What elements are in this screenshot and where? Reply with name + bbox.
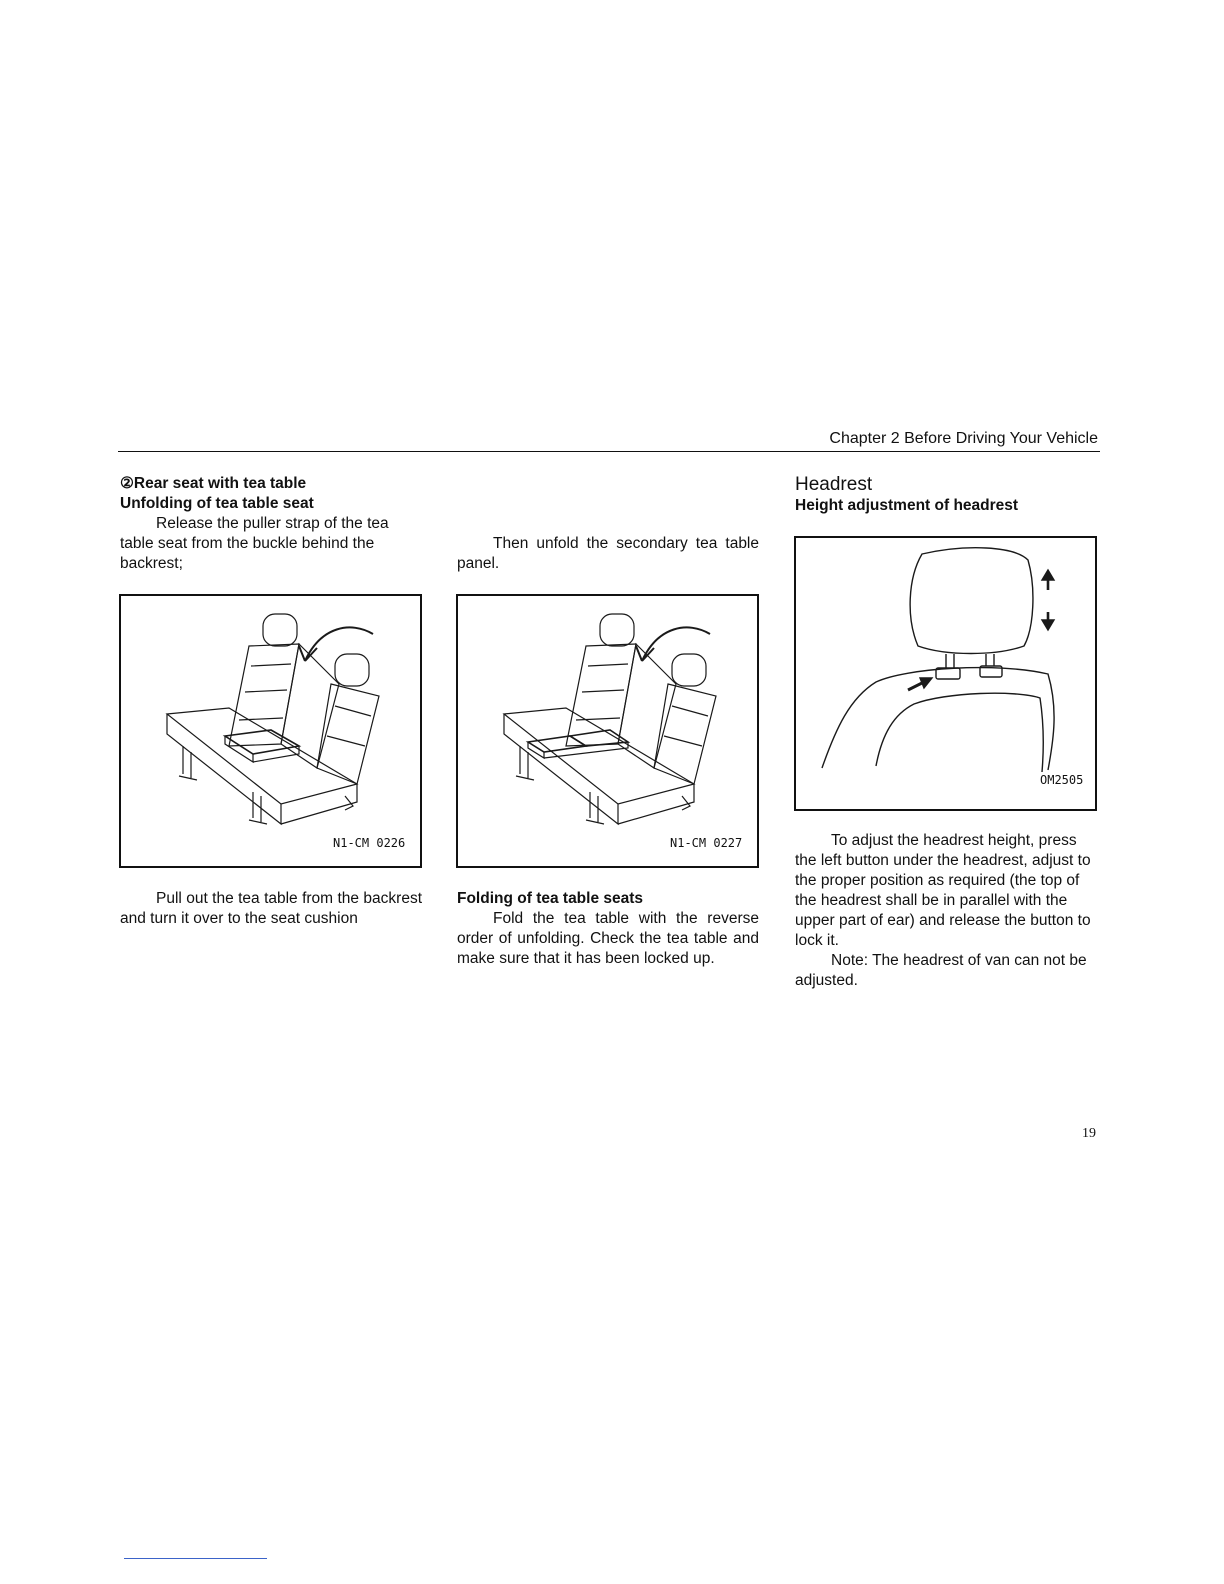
paragraph-adjust-headrest: To adjust the headrest height, press the left button under the headrest, adjust to the proper position as required (the top of the headrest shall be in parallel with the upper part of ear) and release the button to lock it. bbox=[795, 832, 1091, 949]
headrest-illustration bbox=[796, 538, 1095, 809]
section-title-rear-seat: ②Rear seat with tea table bbox=[120, 475, 307, 492]
figure-headrest bbox=[794, 536, 1097, 811]
paragraph-fold-table: Fold the tea table with the reverse order of unfolding. Check the tea table and make sure that it has been locked up. bbox=[457, 910, 759, 967]
paragraph-release-strap: Release the puller strap of the tea table seat from the buckle behind the backrest; bbox=[120, 515, 389, 572]
figure-seat-secondary-panel bbox=[456, 594, 759, 868]
column-1 bbox=[120, 474, 422, 574]
figure-label: OM2505 bbox=[1040, 773, 1084, 787]
headrest-section-heading bbox=[795, 474, 1097, 516]
subsection-title-unfolding: Unfolding of tea table seat bbox=[120, 495, 314, 512]
headrest-instructions bbox=[795, 831, 1097, 991]
page-number: 19 bbox=[1082, 1126, 1096, 1141]
chapter-title: Chapter 2 Before Driving Your Vehicle bbox=[829, 430, 1098, 447]
section-title-headrest: Headrest bbox=[795, 474, 873, 495]
seat-illustration bbox=[458, 596, 757, 866]
figure-label: N1-CM 0226 bbox=[333, 836, 406, 850]
paragraph-pull-out-table: Pull out the tea table from the backrest and turn it over to the seat cushion bbox=[120, 890, 422, 927]
footer-link-underline[interactable] bbox=[124, 1558, 267, 1559]
subsection-title-folding: Folding of tea table seats bbox=[457, 890, 644, 907]
subsection-title-height-adjustment: Height adjustment of headrest bbox=[795, 497, 1019, 514]
folding-section bbox=[457, 889, 759, 969]
paragraph-note-van: Note: The headrest of van can not be adjusted. bbox=[795, 952, 1087, 989]
paragraph-unfold-secondary: Then unfold the secondary tea table panel. bbox=[457, 535, 759, 572]
header-rule bbox=[118, 451, 1100, 452]
seat-illustration bbox=[121, 596, 420, 866]
figure-seat-unfolding bbox=[119, 594, 422, 868]
figure-label: N1-CM 0227 bbox=[670, 836, 743, 850]
